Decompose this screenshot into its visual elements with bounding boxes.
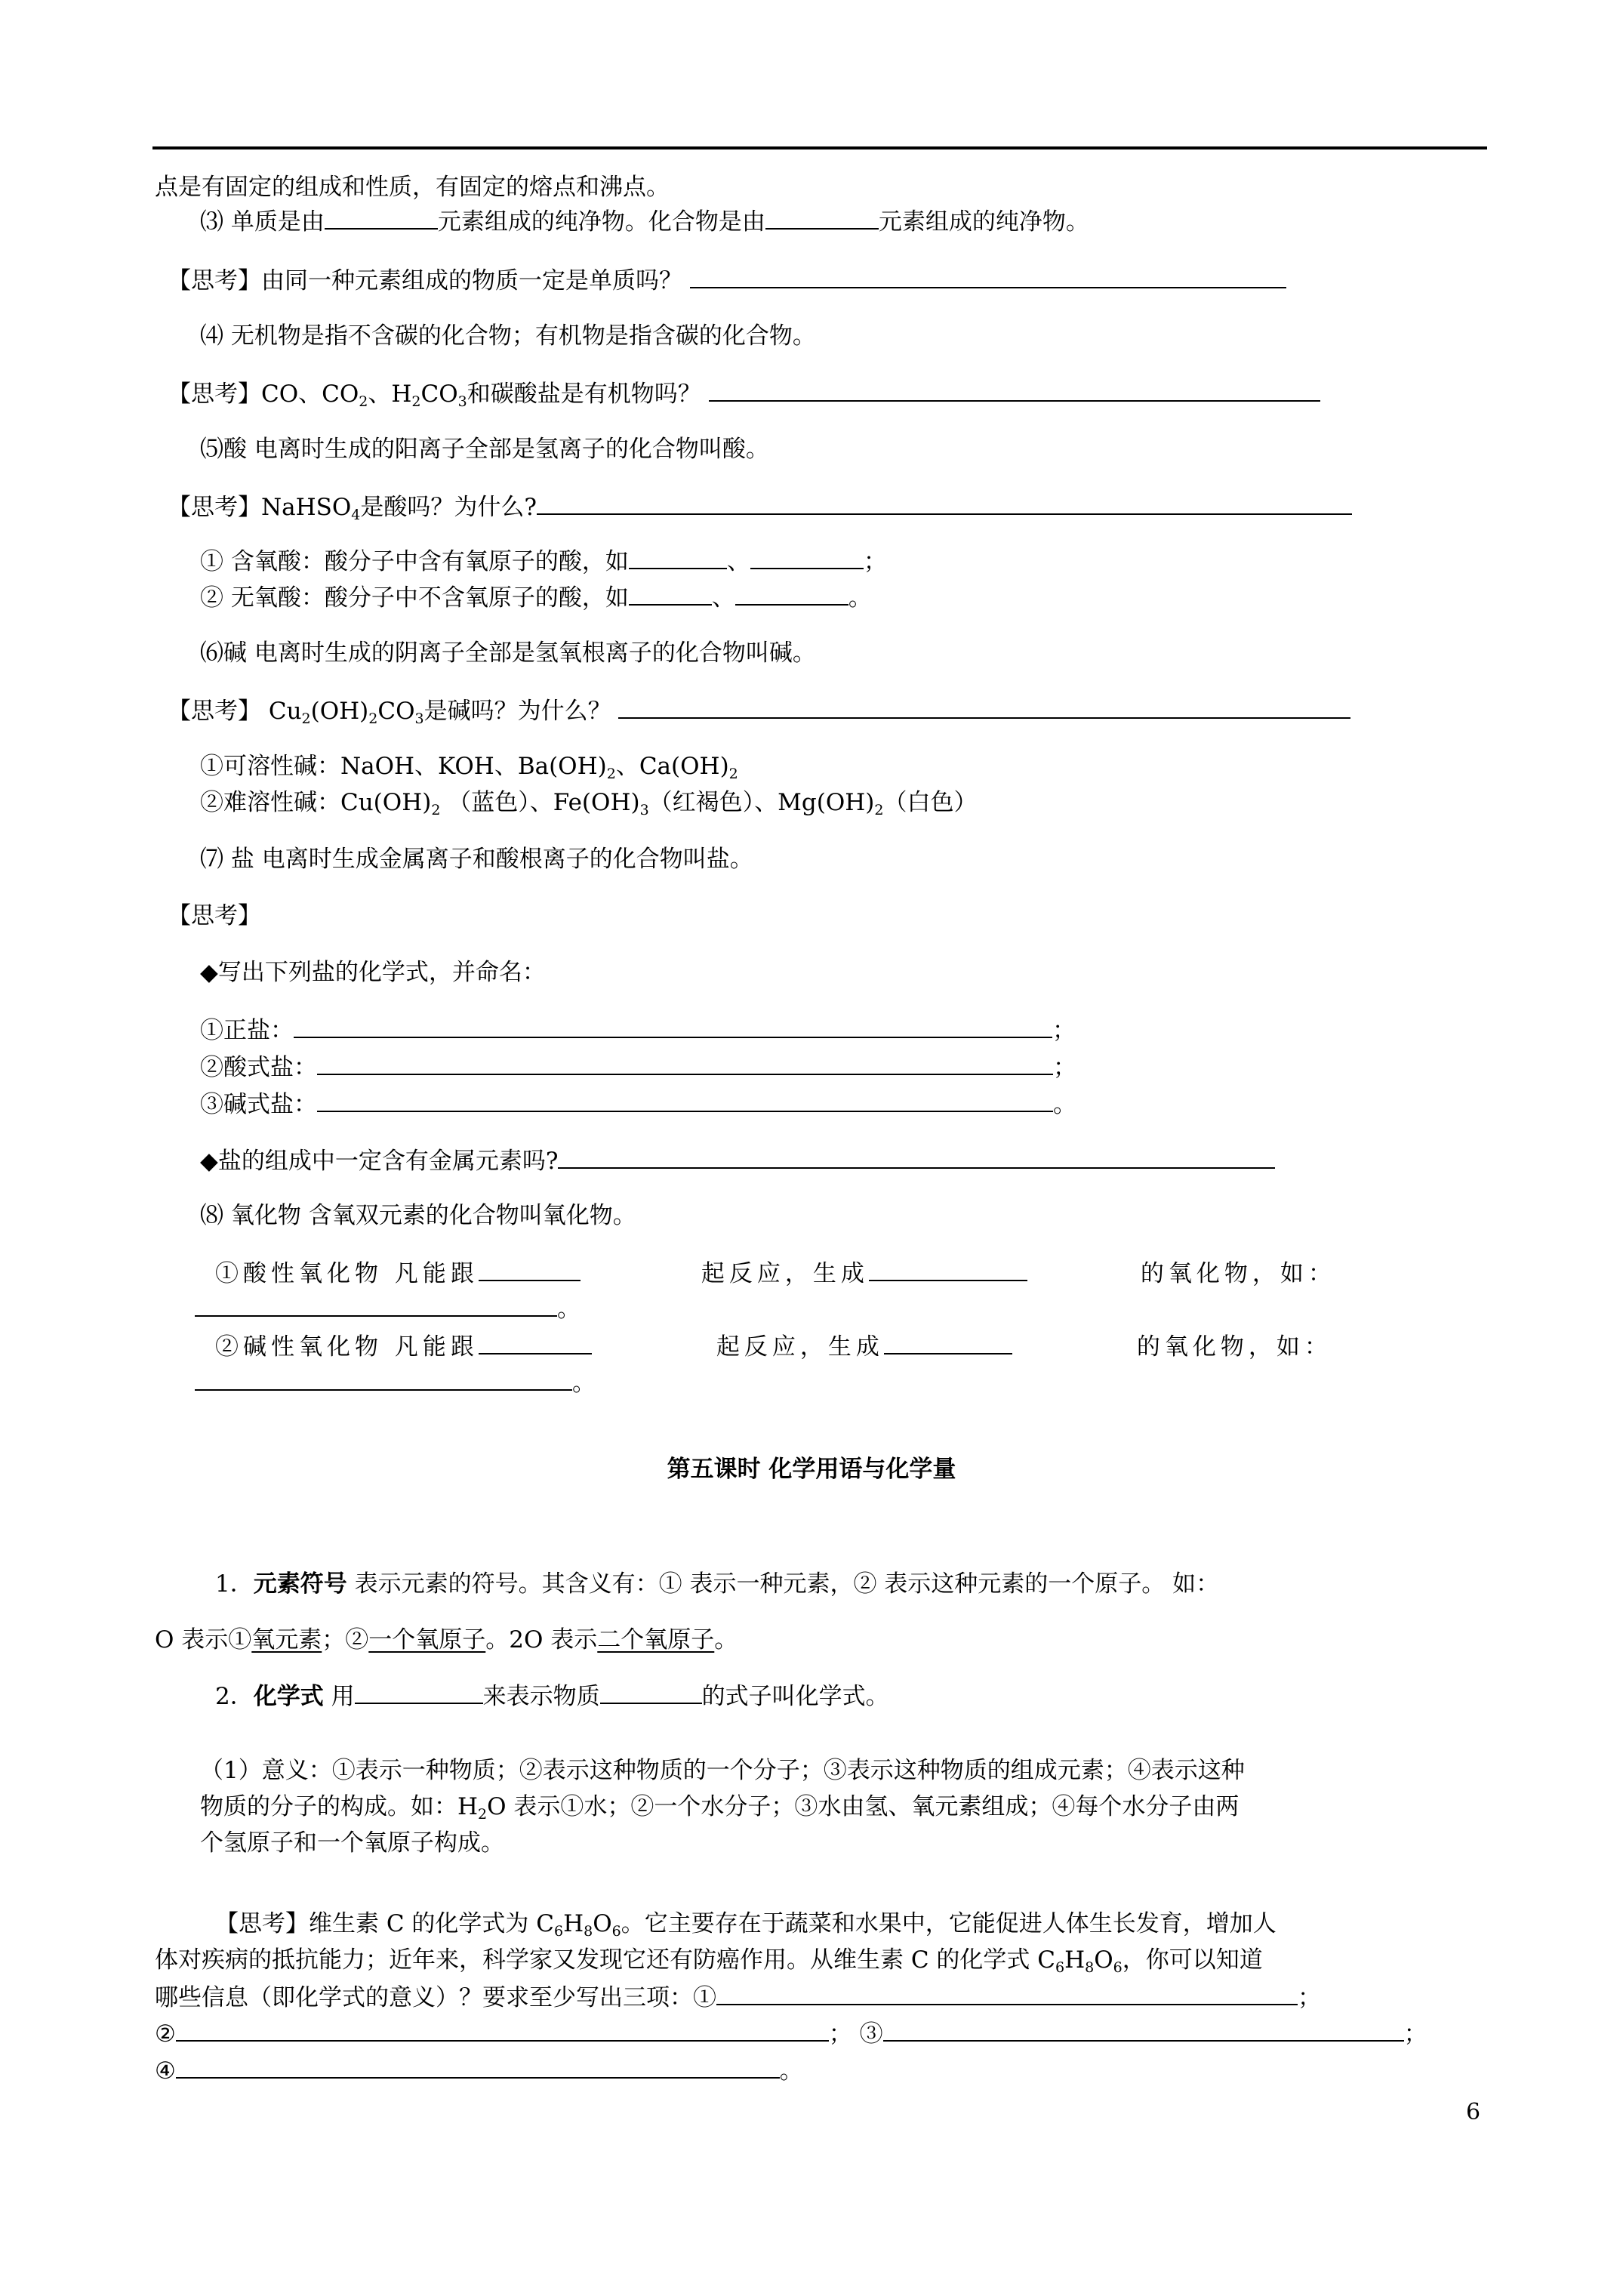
think-salt-heading: 【思考】 xyxy=(168,902,261,929)
item-4-organic: ⑷ 无机物是指不含碳的化合物；有机物是指含碳的化合物。 xyxy=(200,322,816,350)
answer-line[interactable] xyxy=(558,1145,1275,1169)
vitamin-c-line-1: 【思考】维生素 C 的化学式为 $C_6H_8O_6$。它主要存在于蔬菜和水果中，它能促进人体生长发育，增加人 xyxy=(215,1910,1277,1940)
answer-line-3[interactable] xyxy=(883,2017,1404,2042)
insoluble-bases: ②难溶性碱：$Cu(OH)_2$ （蓝色）、$Fe(OH)_3$（红褐色）、$Mg(OH)_2$（白色） xyxy=(200,789,978,818)
blank-field[interactable] xyxy=(479,1257,581,1281)
answer-line[interactable] xyxy=(317,1051,1053,1075)
blank-field[interactable] xyxy=(600,1680,702,1704)
formula-meaning-line-3: 个氢原子和一个氧原子构成。 xyxy=(200,1829,504,1857)
vitamin-c-line-2: 体对疾病的抵抗能力；近年来，科学家又发现它还有防癌作用。从维生素 C 的化学式 $C_6H_8O_6$，你可以知道 xyxy=(155,1946,1263,1976)
blank-field[interactable] xyxy=(325,205,438,230)
think-carbon-compounds: 【思考】CO、$CO_2$、$H_2CO_3$和碳酸盐是有机物吗？ xyxy=(168,378,1320,409)
element-symbol-example: O 表示①氧元素；②一个氧原子。2O 表示二个氧原子。 xyxy=(155,1626,738,1653)
page-number: 6 xyxy=(1466,2099,1481,2125)
answer-line[interactable] xyxy=(709,378,1320,402)
item-7-salt: ⑺ 盐 电离时生成金属离子和酸根离子的化合物叫盐。 xyxy=(200,846,753,873)
vitamin-c-answer-4: ④ 。 xyxy=(155,2054,803,2086)
acid-salt-line: ②酸式盐： ； xyxy=(200,1051,1076,1083)
salt-prompt: ◆写出下列盐的化学式，并命名： xyxy=(200,959,546,986)
think-nahso4: 【思考】NaHSO$_4$是酸吗？为什么? xyxy=(168,491,1352,522)
think-basic-copper-carbonate: 【思考】 $Cu_2(OH)_2CO_3$是碱吗？为什么？ xyxy=(168,695,1350,726)
acidic-oxide-example: 。 xyxy=(195,1293,581,1324)
blank-field[interactable] xyxy=(355,1680,483,1704)
answer-line[interactable] xyxy=(690,264,1286,288)
acidic-oxide-line: ①酸性氧化物 凡能跟 起反应，生成 的氧化物，如： xyxy=(215,1257,1498,1289)
answer-line[interactable] xyxy=(317,1088,1053,1112)
blank-field[interactable] xyxy=(479,1330,592,1354)
blank-field[interactable] xyxy=(735,581,848,606)
basic-oxide-example: 。 xyxy=(195,1367,596,1398)
blank-field[interactable] xyxy=(750,545,864,569)
formula-meaning-line-2: 物质的分子的构成。如：$H_2O$ 表示①水；②一个水分子；③水由氢、氧元素组成；④每个水分子由两 xyxy=(200,1793,1240,1823)
answer-line-2[interactable] xyxy=(176,2017,829,2042)
header-rule xyxy=(152,146,1487,149)
blank-field[interactable] xyxy=(884,1330,1012,1354)
item-5-acid: ⑸酸 电离时生成的阳离子全部是氢离子的化合物叫酸。 xyxy=(200,436,769,463)
blank-field[interactable] xyxy=(869,1257,1027,1281)
normal-salt-line: ①正盐： ； xyxy=(200,1014,1076,1046)
item-6-base: ⑹碱 电离时生成的阴离子全部是氢氧根离子的化合物叫碱。 xyxy=(200,639,816,667)
answer-line[interactable] xyxy=(537,491,1352,515)
non-oxyacid-line: ② 无氧酸：酸分子中不含氧原子的酸，如 、 。 xyxy=(200,581,872,613)
element-symbol-definition: 1．元素符号 表示元素的符号。其含义有：① 表示一种元素，② 表示这种元素的一个原子。 如： xyxy=(215,1570,1220,1598)
continued-text: 点是有固定的组成和性质，有固定的熔点和沸点。 xyxy=(155,174,670,201)
blank-field[interactable] xyxy=(629,545,727,569)
basic-salt-line: ③碱式盐： 。 xyxy=(200,1088,1076,1120)
salt-metal-question: ◆盐的组成中一定含有金属元素吗? xyxy=(200,1145,1275,1176)
formula-meaning-line-1: （1）意义：①表示一种物质；②表示这种物质的一个分子；③表示这种物质的组成元素；④表示这种 xyxy=(200,1757,1245,1784)
chemical-formula-definition: 2．化学式 用 来表示物质 的式子叫化学式。 xyxy=(215,1680,889,1712)
blank-field[interactable] xyxy=(765,205,879,230)
blank-field[interactable] xyxy=(629,581,712,606)
item-3-simple-substance: ⑶ 单质是由 元素组成的纯净物。化合物是由 元素组成的纯净物。 xyxy=(200,205,1089,237)
answer-line-4[interactable] xyxy=(176,2054,780,2079)
answer-line[interactable] xyxy=(195,1367,572,1391)
item-8-oxide: ⑻ 氧化物 含氧双元素的化合物叫氧化物。 xyxy=(200,1202,636,1229)
lesson-title: 第五课时 化学用语与化学量 xyxy=(667,1456,956,1483)
answer-line[interactable] xyxy=(618,695,1350,719)
oxyacid-line: ① 含氧酸：酸分子中含有氧原子的酸，如 、 ； xyxy=(200,545,887,577)
soluble-bases: ①可溶性碱：NaOH、KOH、$Ba(OH)_2$、$Ca(OH)_2$ xyxy=(200,753,738,782)
vitamin-c-line-3: 哪些信息（即化学式的意义）？要求至少写出三项：① ； xyxy=(155,1981,1321,2013)
basic-oxide-line: ②碱性氧化物 凡能跟 起反应，生成 的氧化物，如： xyxy=(215,1330,1498,1362)
vitamin-c-answers-2-3: ② ； ③ ； xyxy=(155,2017,1427,2049)
answer-line[interactable] xyxy=(294,1014,1052,1038)
answer-line-1[interactable] xyxy=(716,1981,1298,2005)
think-single-element: 【思考】由同一种元素组成的物质一定是单质吗？ xyxy=(168,264,1286,296)
answer-line[interactable] xyxy=(195,1293,557,1317)
